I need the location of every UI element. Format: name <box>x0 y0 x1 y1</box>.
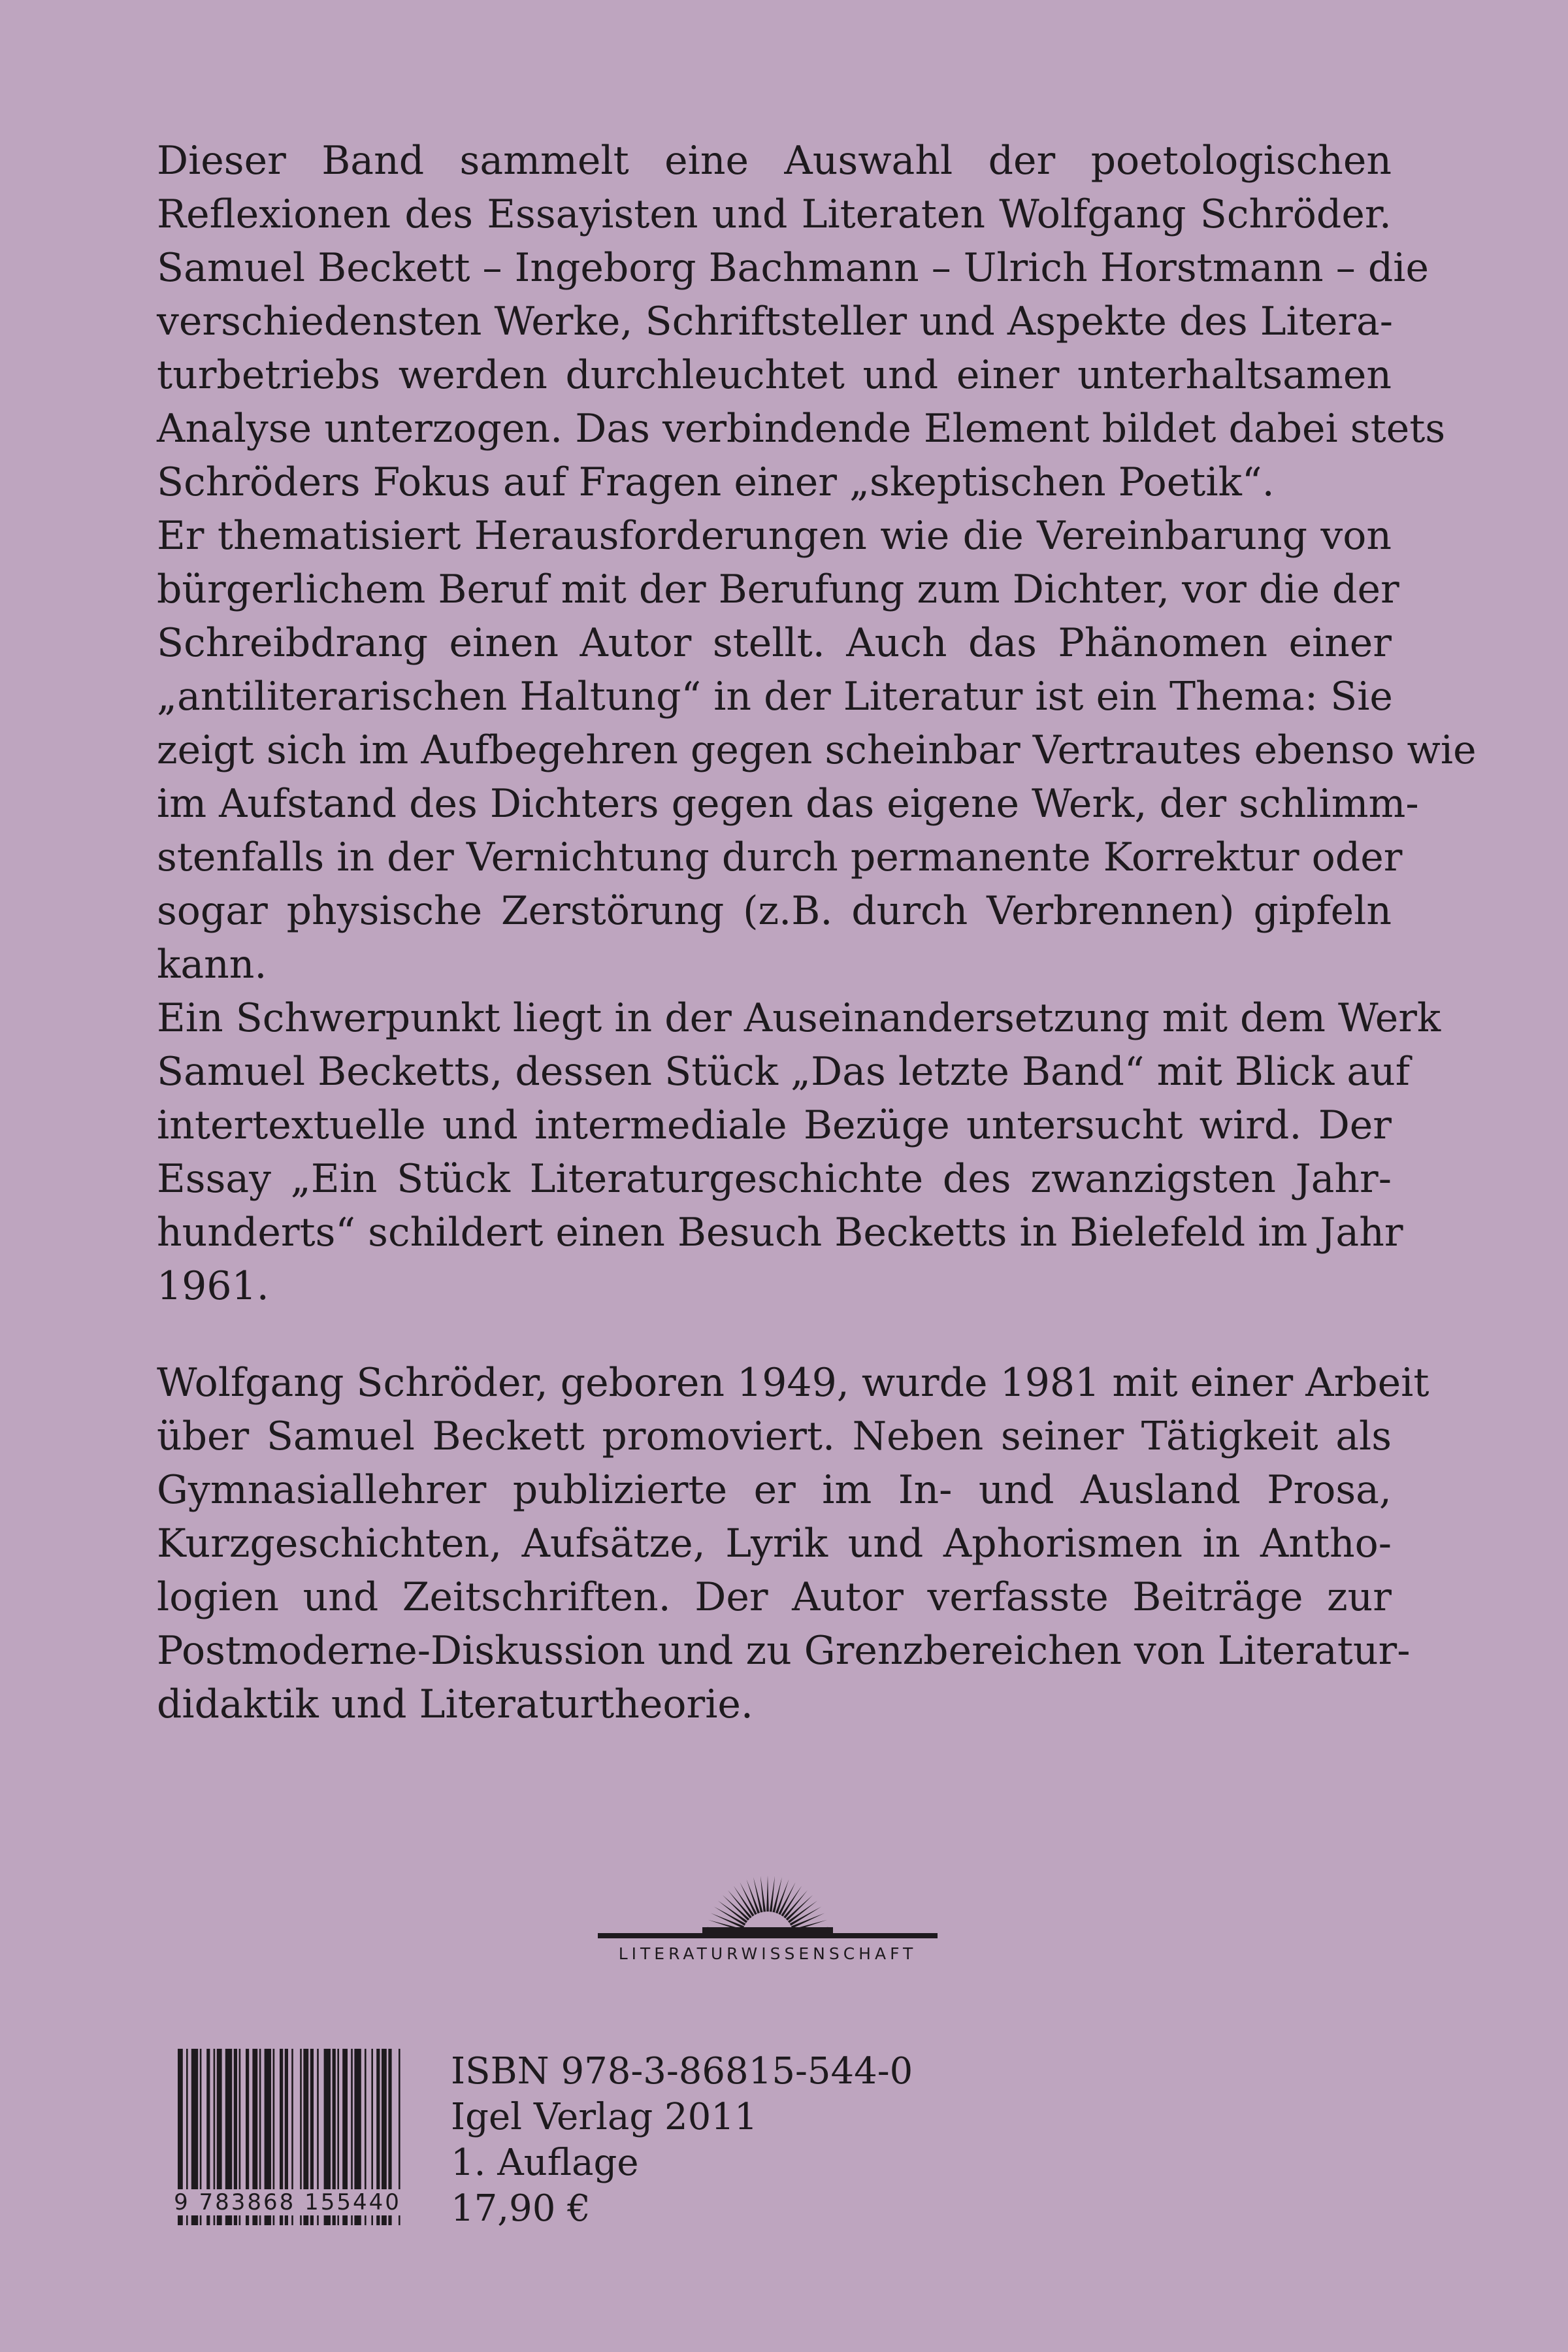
barcode-digits: 9 783868 155440 <box>170 2189 405 2215</box>
edition-text: 1. Auflage <box>451 2142 639 2184</box>
text-line: bürgerlichem Beruf mit der Berufung zum Dichter, vor die der <box>157 567 1399 612</box>
text-line: Gymnasiallehrer publizierte er im In- und Ausland Prosa, <box>157 1467 1392 1513</box>
isbn-text: ISBN 978-3-86815-544-0 <box>451 2050 913 2093</box>
text-line: Dieser Band sammelt eine Auswahl der poetologischen <box>157 138 1392 184</box>
publisher-text: Igel Verlag 2011 <box>451 2096 758 2138</box>
text-line: Schreibdrang einen Autor stellt. Auch das Phänomen einer <box>157 620 1392 666</box>
text-line: Wolfgang Schröder, geboren 1949, wurde 1981 mit einer Arbeit <box>157 1360 1429 1406</box>
text-line: Samuel Beckett – Ingeborg Bachmann – Ulrich Horstmann – die <box>157 245 1429 291</box>
text-line: Er thematisiert Herausforderungen wie die Vereinbarung von <box>157 513 1392 559</box>
text-line: sogar physische Zerstörung (z.B. durch Verbrennen) gipfeln <box>157 888 1392 934</box>
series-label: LITERATURWISSENSCHAFT <box>618 1944 917 1963</box>
text-line: „antiliterarischen Haltung“ in der Literatur ist ein Thema: Sie <box>157 674 1393 720</box>
text-line: Kurzgeschichten, Aufsätze, Lyrik und Aphorismen in Antho- <box>157 1521 1392 1566</box>
text-line: Ein Schwerpunkt liegt in der Auseinandersetzung mit dem Werk <box>157 995 1441 1041</box>
text-line: hunderts“ schildert einen Besuch Becketts in Bielefeld im Jahr <box>157 1210 1403 1255</box>
price-text: 17,90 € <box>451 2187 591 2230</box>
text-line: verschiedensten Werke, Schriftsteller und Aspekte des Litera- <box>157 299 1394 344</box>
sunburst-ray <box>723 1895 749 1921</box>
sunburst-ray <box>728 1890 752 1918</box>
text-line: zeigt sich im Aufbegehren gegen scheinbar Vertrautes ebenso wie <box>157 727 1477 773</box>
text-line: intertextuelle und intermediale Bezüge untersucht wird. Der <box>157 1102 1392 1148</box>
text-line: didaktik und Literaturtheorie. <box>157 1681 754 1727</box>
text-line: Reflexionen des Essayisten und Literaten Wolfgang Schröder. <box>157 191 1392 237</box>
text-line: logien und Zeitschriften. Der Autor verfasste Beiträge zur <box>157 1574 1392 1620</box>
text-line: Schröders Fokus auf Fragen einer „skeptischen Poetik“. <box>157 459 1275 505</box>
text-line: Postmoderne-Diskussion und zu Grenzbereichen von Literatur- <box>157 1628 1411 1674</box>
text-line: Analyse unterzogen. Das verbindende Element bildet dabei stets <box>157 406 1446 452</box>
sunburst-ray <box>783 1890 808 1918</box>
text-line: Essay „Ein Stück Literaturgeschichte des zwanzigsten Jahr- <box>157 1156 1392 1202</box>
text-line: über Samuel Beckett promoviert. Neben seiner Tätigkeit als <box>157 1414 1392 1459</box>
text-line: 1961. <box>157 1263 269 1309</box>
sunburst-ray <box>786 1895 813 1921</box>
text-line: turbetriebs werden durchleuchtet und einer unterhaltsamen <box>157 352 1392 398</box>
text-line: kann. <box>157 942 267 987</box>
text-line: stenfalls in der Vernichtung durch permanente Korrektur oder <box>157 835 1403 880</box>
sunburst-ray <box>766 1876 769 1912</box>
text-line: Samuel Becketts, dessen Stück „Das letzte Band“ mit Blick auf <box>157 1049 1411 1095</box>
text-line: im Aufstand des Dichters gegen das eigene Werk, der schlimm- <box>157 781 1419 827</box>
